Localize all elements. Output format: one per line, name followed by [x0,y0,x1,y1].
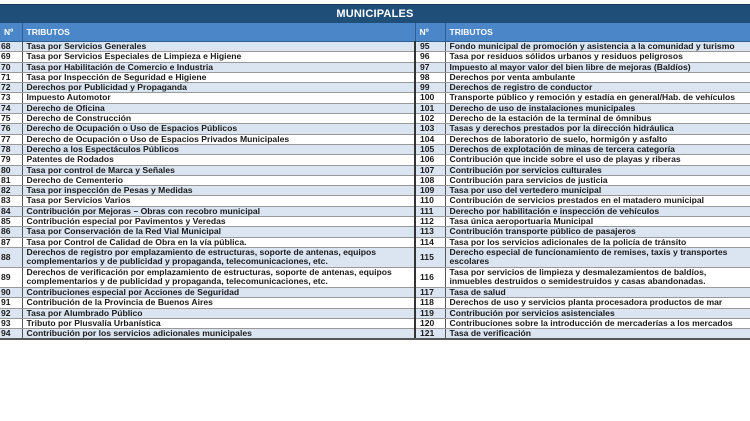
table-row [0,308,750,318]
tributo-name-right: Derecho de la estación de la terminal de ómnibus [445,114,750,124]
tributo-name-left: Tributo por Plusvalía Urbanística [22,318,415,328]
tributo-name-left: Contribución especial por Pavimentos y Veredas [22,217,415,227]
header-num-left: Nº [0,23,22,42]
tributo-name-left: Derecho de Cementerio [22,175,415,185]
row-number-right: 110 [415,196,445,206]
row-number-left: 90 [0,287,22,297]
tributo-name-right: Contribución transporte público de pasajeros [445,227,750,237]
table-row [0,114,750,124]
row-number-right: 113 [415,227,445,237]
tributo-name-left: Derechos por Publicidad y Propaganda [22,83,415,93]
row-number-right: 96 [415,52,445,62]
tributo-name-left: Derechos de verificación por emplazamiento de estructuras, soporte de antenas, equipos complementarios y de publicidad y propaganda, telecomunicaciones, etc. [22,267,415,287]
tributo-name-left: Contribución por los servicios adicionales municipales [22,329,415,340]
header-tributos-right: TRIBUTOS [445,23,750,42]
tributo-name-right: Tasa por servicios de limpieza y desmalezamientos de baldíos, inmuebles destruidos o semidestruidos y casas abandonadas. [445,267,750,287]
tributo-name-right: Impuesto al mayor valor del bien libre de mejoras (Baldíos) [445,62,750,72]
tributo-name-right: Tasa por residuos sólidos urbanos y residuos peligrosos [445,52,750,62]
row-number-left: 76 [0,124,22,134]
row-number-right: 114 [415,237,445,247]
row-number-left: 74 [0,103,22,113]
row-number-right: 109 [415,186,445,196]
tributo-name-left: Contribuciones especial por Acciones de Seguridad [22,287,415,297]
table-row [0,267,750,287]
row-number-left: 87 [0,237,22,247]
row-number-right: 101 [415,103,445,113]
tributo-name-right: Tasa única aeroportuaria Municipal [445,217,750,227]
tributo-name-right: Derecho de uso de instalaciones municipales [445,103,750,113]
tributo-name-left: Tasa por Habilitación de Comercio e Industria [22,62,415,72]
tributo-name-right: Tasa por los servicios adicionales de la policía de tránsito [445,237,750,247]
tributo-name-right: Derecho por habilitación e inspección de vehículos [445,206,750,216]
tributo-name-right: Transporte público y remoción y estadía en general/Hab. de vehículos [445,93,750,103]
row-number-left: 88 [0,247,22,267]
table-row [0,72,750,82]
tributo-name-right: Fondo municipal de promoción y asistencia a la comunidad y turismo [445,42,750,52]
table-row [0,52,750,62]
row-number-right: 95 [415,42,445,52]
table-body [0,42,750,340]
row-number-left: 82 [0,186,22,196]
row-number-right: 106 [415,155,445,165]
tributo-name-left: Tasa por Alumbrado Público [22,308,415,318]
table-title: MUNICIPALES [0,4,750,23]
row-number-left: 77 [0,134,22,144]
table-row [0,298,750,308]
row-number-left: 89 [0,267,22,287]
row-number-right: 119 [415,308,445,318]
tributo-name-right: Derechos por venta ambulante [445,72,750,82]
row-number-left: 72 [0,83,22,93]
table-row [0,206,750,216]
row-number-left: 93 [0,318,22,328]
row-number-right: 98 [415,72,445,82]
row-number-right: 108 [415,175,445,185]
header-row [0,23,750,42]
row-number-left: 69 [0,52,22,62]
table-row [0,124,750,134]
tributo-name-right: Derechos de registro de conductor [445,83,750,93]
table-row [0,237,750,247]
header-num-right: Nº [415,23,445,42]
tributo-name-left: Contribución de la Provincia de Buenos Aires [22,298,415,308]
table-row [0,165,750,175]
table-row [0,217,750,227]
table-row [0,134,750,144]
tributo-name-left: Patentes de Rodados [22,155,415,165]
row-number-left: 70 [0,62,22,72]
row-number-left: 78 [0,144,22,154]
table-row [0,103,750,113]
tributo-name-right: Contribución de servicios prestados en el matadero municipal [445,196,750,206]
row-number-right: 120 [415,318,445,328]
table-row [0,155,750,165]
tributo-name-right: Derechos de explotación de minas de tercera categoría [445,144,750,154]
row-number-right: 112 [415,217,445,227]
row-number-right: 105 [415,144,445,154]
row-number-right: 115 [415,247,445,267]
row-number-left: 81 [0,175,22,185]
row-number-left: 68 [0,42,22,52]
tributo-name-right: Tasas y derechos prestados por la dirección hidráulica [445,124,750,134]
tributo-name-left: Tasa por Servicios Especiales de Limpieza e Higiene [22,52,415,62]
tributo-name-right: Tasa de salud [445,287,750,297]
tributo-name-left: Tasa por Control de Calidad de Obra en la vía pública. [22,237,415,247]
table-row [0,247,750,267]
row-number-right: 116 [415,267,445,287]
table-row [0,186,750,196]
table-row [0,83,750,93]
row-number-left: 91 [0,298,22,308]
tributos-table [0,23,750,340]
row-number-right: 102 [415,114,445,124]
tributo-name-left: Tasa por Servicios Varios [22,196,415,206]
row-number-right: 107 [415,165,445,175]
tributo-name-right: Derechos de laboratorio de suelo, hormigón y asfalto [445,134,750,144]
row-number-right: 99 [415,83,445,93]
tributo-name-left: Impuesto Automotor [22,93,415,103]
tributo-name-right: Derecho especial de funcionamiento de remises, taxis y transportes escolares [445,247,750,267]
tributo-name-right: Contribuciones sobre la introducción de mercaderías a los mercados [445,318,750,328]
tributo-name-left: Tasa por Inspección de Seguridad e Higiene [22,72,415,82]
row-number-left: 79 [0,155,22,165]
row-number-left: 85 [0,217,22,227]
row-number-left: 92 [0,308,22,318]
tributos-table-container [0,4,750,340]
table-row [0,287,750,297]
row-number-left: 80 [0,165,22,175]
tributo-name-right: Contribución por servicios culturales [445,165,750,175]
row-number-right: 103 [415,124,445,134]
row-number-left: 71 [0,72,22,82]
row-number-right: 121 [415,329,445,340]
table-row [0,144,750,154]
tributo-name-left: Derecho de Oficina [22,103,415,113]
tributo-name-left: Tasa por Conservación de la Red Vial Municipal [22,227,415,237]
tributo-name-left: Derecho de Ocupación o Uso de Espacios Públicos [22,124,415,134]
table-row [0,196,750,206]
tributo-name-left: Tasa por inspección de Pesas y Medidas [22,186,415,196]
tributo-name-left: Derecho de Construcción [22,114,415,124]
row-number-right: 117 [415,287,445,297]
tributo-name-right: Tasa de verificación [445,329,750,340]
tributo-name-right: Contribución por servicios asistenciales [445,308,750,318]
row-number-left: 75 [0,114,22,124]
table-row [0,62,750,72]
row-number-left: 73 [0,93,22,103]
tributo-name-left: Tasa por Servicios Generales [22,42,415,52]
table-row [0,42,750,52]
tributo-name-right: Derechos de uso y servicios planta procesadora productos de mar [445,298,750,308]
tributo-name-left: Contribución por Mejoras – Obras con recobro municipal [22,206,415,216]
row-number-right: 118 [415,298,445,308]
row-number-right: 104 [415,134,445,144]
row-number-left: 83 [0,196,22,206]
row-number-left: 94 [0,329,22,340]
row-number-left: 86 [0,227,22,237]
table-row [0,175,750,185]
table-row [0,93,750,103]
table-row [0,318,750,328]
row-number-right: 97 [415,62,445,72]
tributo-name-left: Tasa por control de Marca y Señales [22,165,415,175]
header-tributos-left: TRIBUTOS [22,23,415,42]
tributo-name-left: Derecho de Ocupación o Uso de Espacios Privados Municipales [22,134,415,144]
row-number-right: 100 [415,93,445,103]
tributo-name-right: Contribución que incide sobre el uso de playas y riberas [445,155,750,165]
row-number-right: 111 [415,206,445,216]
tributo-name-right: Contribución para servicios de justicia [445,175,750,185]
row-number-left: 84 [0,206,22,216]
table-row [0,329,750,340]
table-row [0,227,750,237]
tributo-name-left: Derecho a los Espectáculos Públicos [22,144,415,154]
tributo-name-right: Tasa por uso del vertedero municipal [445,186,750,196]
tributo-name-left: Derechos de registro por emplazamiento de estructuras, soporte de antenas, equipos complementarios y de publicidad y propaganda, telecomunicaciones, etc. [22,247,415,267]
